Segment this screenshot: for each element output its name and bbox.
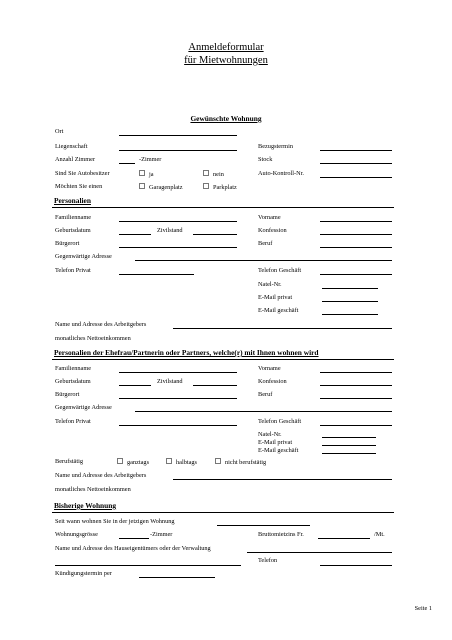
label-bezugstermin: Bezugstermin — [258, 143, 293, 150]
field-kuendigung[interactable] — [139, 577, 215, 578]
label-telefon-privat: Telefon Privat — [55, 267, 91, 274]
option-ganztags[interactable] — [117, 458, 149, 467]
option-halbtags[interactable] — [166, 458, 197, 467]
field-telefon-privat[interactable] — [119, 274, 194, 275]
label-geburtsdatum: Geburtsdatum — [55, 227, 91, 234]
field-stock[interactable] — [320, 163, 392, 164]
label-buergerort: Bürgerort — [55, 391, 80, 398]
field-partner-konfession[interactable] — [320, 385, 392, 386]
option-nein-label: nein — [213, 171, 224, 178]
checkbox-nicht-berufstaetig[interactable] — [215, 458, 221, 464]
label-auto-kontroll: Auto-Kontroll-Nr. — [258, 170, 304, 177]
field-email-geschaeft[interactable] — [322, 314, 378, 315]
option-ja[interactable] — [139, 170, 154, 179]
section-rule — [52, 512, 394, 513]
option-nein[interactable] — [203, 170, 224, 179]
option-garagenplatz-label: Garagenplatz — [149, 184, 183, 191]
label-vorname: Vorname — [258, 214, 281, 221]
label-adresse: Gegenwärtige Adresse — [55, 404, 112, 411]
field-partner-buergerort[interactable] — [119, 398, 237, 399]
field-seit-wann[interactable] — [217, 525, 310, 526]
field-natel[interactable] — [322, 288, 378, 289]
label-email-privat: E-Mail privat — [258, 294, 293, 301]
label-email-privat: E-Mail privat — [258, 439, 293, 446]
label-kuendigung: Kündigungstermin per — [55, 570, 112, 577]
field-bruttomietzins[interactable] — [318, 538, 370, 539]
field-arbeitgeber[interactable] — [173, 328, 392, 329]
label-seit-wann: Seit wann wohnen Sie in der jetzigen Wohnung — [55, 518, 175, 525]
label-hauseigentuemer: Name und Adresse des Hauseigentümers oder der Verwaltung — [55, 545, 211, 552]
section-heading-bisherige-wohnung: Bisherige Wohnung — [54, 501, 117, 510]
option-garagenplatz[interactable] — [139, 183, 183, 192]
label-beruf: Beruf — [258, 391, 273, 398]
label-email-geschaeft: E-Mail geschäft — [258, 447, 299, 454]
field-partner-email-geschaeft[interactable] — [322, 453, 376, 454]
field-vorname[interactable] — [320, 221, 392, 222]
label-arbeitgeber: Name und Adresse des Arbeitgebers — [55, 472, 147, 479]
label-moechten: Möchten Sie einen — [55, 183, 103, 190]
field-bezugstermin[interactable] — [320, 150, 392, 151]
field-partner-email-privat[interactable] — [322, 445, 376, 446]
field-partner-adresse[interactable] — [135, 411, 392, 412]
label-vorname: Vorname — [258, 365, 281, 372]
option-halbtags-label: halbtags — [176, 459, 197, 466]
field-konfession[interactable] — [320, 234, 392, 235]
field-adresse[interactable] — [135, 260, 392, 261]
label-anzahl-zimmer: Anzahl Zimmer — [55, 156, 96, 163]
option-ganztags-label: ganztags — [127, 459, 150, 466]
option-ja-label: ja — [149, 171, 154, 178]
label-liegenschaft: Liegenschaft — [55, 143, 88, 150]
section-rule — [52, 207, 394, 208]
option-parkplatz[interactable] — [203, 183, 237, 192]
label-natel: Natel-Nr. — [258, 281, 282, 288]
label-telefon: Telefon — [258, 557, 278, 564]
label-ort: Ort — [55, 128, 64, 135]
option-nicht-berufstaetig[interactable] — [215, 458, 266, 467]
label-telefon-geschaeft: Telefon Geschäft — [258, 267, 302, 274]
field-hauseigentuemer-line2[interactable] — [55, 565, 241, 566]
field-telefon[interactable] — [320, 565, 392, 566]
label-geburtsdatum: Geburtsdatum — [55, 378, 91, 385]
field-partner-natel[interactable] — [322, 437, 376, 438]
label-natel: Natel-Nr. — [258, 431, 282, 438]
checkbox-halbtags[interactable] — [166, 458, 172, 464]
checkbox-parkplatz[interactable] — [203, 183, 209, 189]
label-nettoeinkommen: monatliches Nettoeinkommen — [55, 335, 131, 342]
field-wohnungsgroesse[interactable] — [119, 538, 149, 539]
field-hauseigentuemer[interactable] — [247, 552, 392, 553]
section-heading-gewuenschte-wohnung: Gewünschte Wohnung — [190, 114, 262, 123]
field-partner-beruf[interactable] — [320, 398, 392, 399]
label-zivilstand: Zivilstand — [157, 227, 183, 234]
field-beruf[interactable] — [320, 247, 392, 248]
option-parkplatz-label: Parkplatz — [213, 184, 237, 191]
field-auto-kontroll[interactable] — [320, 177, 392, 178]
label-familienname: Familienname — [55, 214, 92, 221]
field-telefon-geschaeft[interactable] — [320, 274, 392, 275]
field-liegenschaft[interactable] — [119, 150, 237, 151]
section-heading-partner: Personalien der Ehefrau/Partnerin oder Partners, welche(r) mit Ihnen wohnen wird — [54, 348, 319, 357]
label-familienname: Familienname — [55, 365, 92, 372]
form-title-line1: Anmeldeformular — [188, 42, 264, 53]
field-partner-zivilstand[interactable] — [193, 385, 237, 386]
label-nettoeinkommen: monatliches Nettoeinkommen — [55, 486, 131, 493]
field-partner-telefon-privat[interactable] — [119, 425, 237, 426]
label-berufstaetig: Berufstätig — [55, 458, 83, 465]
label-bruttomietzins: Bruttomietzins Fr. — [258, 531, 304, 538]
field-geburtsdatum[interactable] — [119, 234, 151, 235]
field-partner-familienname[interactable] — [119, 372, 237, 373]
label-mt: /Mt. — [374, 531, 385, 538]
section-rule — [52, 359, 394, 360]
section-heading-personalien: Personalien — [54, 196, 91, 205]
label-arbeitgeber: Name und Adresse des Arbeitgebers — [55, 321, 147, 328]
label-telefon-geschaeft: Telefon Geschäft — [258, 418, 302, 425]
field-partner-vorname[interactable] — [320, 372, 392, 373]
field-partner-arbeitgeber[interactable] — [173, 479, 392, 480]
label-zimmer-suffix: -Zimmer — [150, 531, 173, 538]
label-buergerort: Bürgerort — [55, 240, 80, 247]
label-email-geschaeft: E-Mail geschäft — [258, 307, 299, 314]
field-ort[interactable] — [119, 135, 237, 136]
label-autobesitzer: Sind Sie Autobesitzer — [55, 170, 110, 177]
label-adresse: Gegenwärtige Adresse — [55, 253, 112, 260]
page-number: Seite 1 — [414, 605, 432, 612]
label-zivilstand: Zivilstand — [157, 378, 183, 385]
field-email-privat[interactable] — [322, 301, 378, 302]
option-nicht-berufstaetig-label: nicht berufstätig — [225, 459, 267, 466]
field-buergerort[interactable] — [119, 247, 237, 248]
checkbox-garagenplatz[interactable] — [139, 183, 145, 189]
label-wohnungsgroesse: Wohnungsgrösse — [55, 531, 98, 538]
label-telefon-privat: Telefon Privat — [55, 418, 91, 425]
label-stock: Stock — [258, 156, 273, 163]
field-familienname[interactable] — [119, 221, 237, 222]
field-partner-telefon-geschaeft[interactable] — [320, 425, 392, 426]
field-zivilstand[interactable] — [193, 234, 237, 235]
label-beruf: Beruf — [258, 240, 273, 247]
checkbox-nein[interactable] — [203, 170, 209, 176]
field-partner-geburtsdatum[interactable] — [119, 385, 151, 386]
checkbox-ja[interactable] — [139, 170, 145, 176]
label-zimmer-suffix: -Zimmer — [139, 156, 162, 163]
checkbox-ganztags[interactable] — [117, 458, 123, 464]
field-anzahl-zimmer[interactable] — [119, 163, 135, 164]
form-title-line2: für Mietwohnungen — [184, 55, 268, 66]
label-konfession: Konfession — [258, 378, 287, 385]
label-konfession: Konfession — [258, 227, 287, 234]
